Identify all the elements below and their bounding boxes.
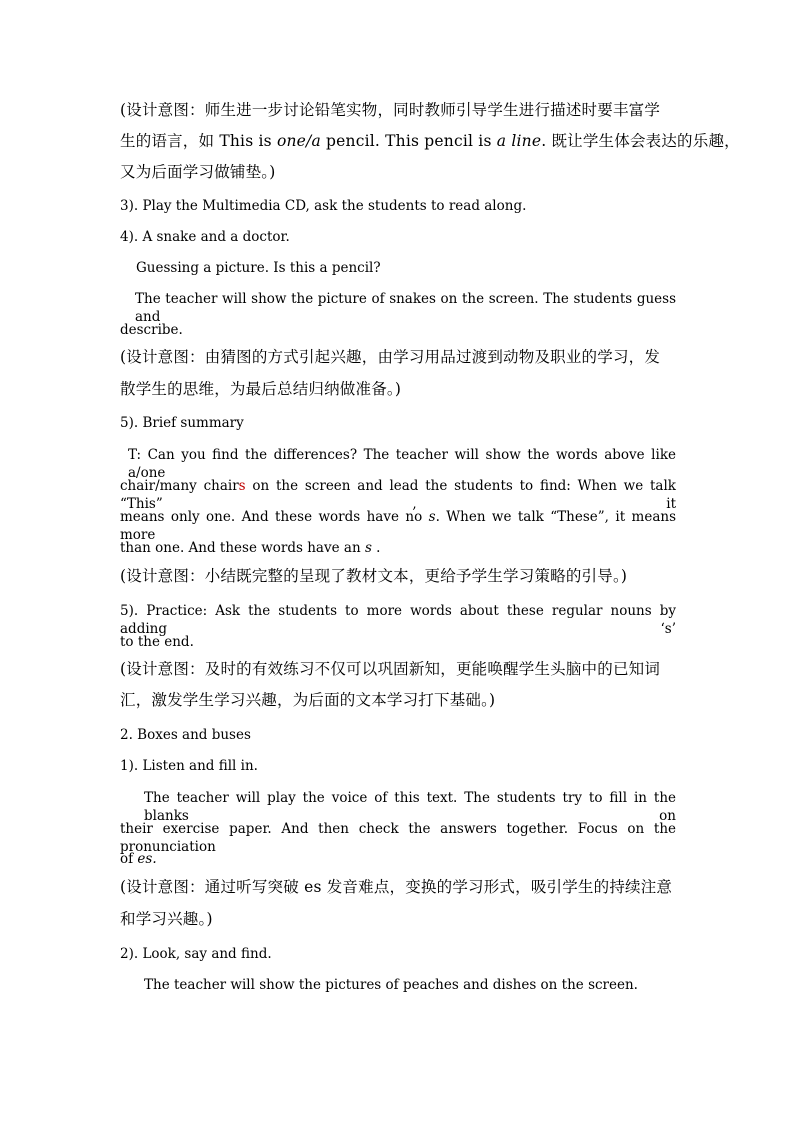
text-segment: . When we talk “These”, it means more: [120, 509, 676, 543]
italic-text: s: [428, 509, 436, 525]
text-segment: chair/many chair: [120, 478, 239, 494]
text-segment: means only one. And these words have no: [120, 509, 429, 525]
italic-text: one/a: [276, 132, 321, 150]
text-line: [120, 850, 676, 868]
text-line: 4). A snake and a doctor.: [120, 229, 290, 245]
text-line: [120, 132, 740, 150]
text-line: The teacher will show the pictures of peaches and dishes on the screen.: [144, 977, 638, 993]
text-line: 散学生的思维，为最后总结归纳做准备。): [120, 380, 402, 398]
text-segment: . 既让学生体会表达的乐趣，: [541, 132, 740, 150]
text-line: Guessing a picture. Is this a pencil?: [136, 260, 381, 276]
text-segment: .: [371, 540, 381, 556]
text-line: (设计意图：小结既完整的呈现了教材文本，更给予学生学习策略的引导。): [120, 567, 628, 585]
text-line: 1). Listen and fill in.: [120, 758, 258, 774]
text-segment: than one. And these words have an: [120, 540, 365, 556]
highlight-text: s: [238, 478, 246, 494]
text-line: The teacher will show the picture of snakes on the screen. The students guess and: [135, 291, 676, 325]
text-line: 3). Play the Multimedia CD, ask the students to read along.: [120, 198, 527, 214]
italic-text: es.: [137, 851, 157, 867]
text-line: T: Can you find the differences? The teacher will show the words above like a/one: [128, 447, 676, 481]
text-line: 5). Practice: Ask the students to more words about these regular nouns by adding ‘s’: [120, 603, 676, 637]
text-line: 又为后面学习做铺垫。): [120, 163, 276, 181]
text-line: [120, 539, 676, 557]
text-line: describe.: [120, 322, 183, 338]
text-line: 5). Brief summary: [120, 415, 244, 431]
text-line: The teacher will play the voice of this text. The students try to fill in the blanks on: [144, 790, 676, 824]
text-line: their exercise paper. And then check the answers together. Focus on the pronunciation: [120, 821, 676, 855]
text-line: 和学习兴趣。): [120, 910, 213, 928]
text-line: (设计意图：由猜图的方式引起兴趣，由学习用品过渡到动物及职业的学习，发: [120, 348, 661, 366]
text-line: (设计意图：通过听写突破 es 发音难点，变换的学习形式，吸引学生的持续注意: [120, 878, 673, 896]
text-line: 2. Boxes and buses: [120, 727, 251, 743]
text-line: 2). Look, say and find.: [120, 946, 272, 962]
text-segment: pencil. This pencil is: [320, 132, 497, 150]
text-line: (设计意图：及时的有效练习不仅可以巩固新知，更能唤醒学生头脑中的已知词: [120, 660, 661, 678]
text-line: 汇，激发学生学习兴趣，为后面的文本学习打下基础。): [120, 691, 496, 709]
text-line: (设计意图：师生进一步讨论铅笔实物，同时教师引导学生进行描述时要丰富学: [120, 101, 661, 119]
text-segment: of: [120, 851, 138, 867]
italic-text: s: [364, 540, 372, 556]
text-segment: 生的语言，如 This is: [120, 132, 277, 150]
italic-text: a line: [496, 132, 542, 150]
text-segment: on the screen and lead the students to find: When we talk “This” , it: [120, 478, 676, 512]
text-line: to the end.: [120, 634, 194, 650]
